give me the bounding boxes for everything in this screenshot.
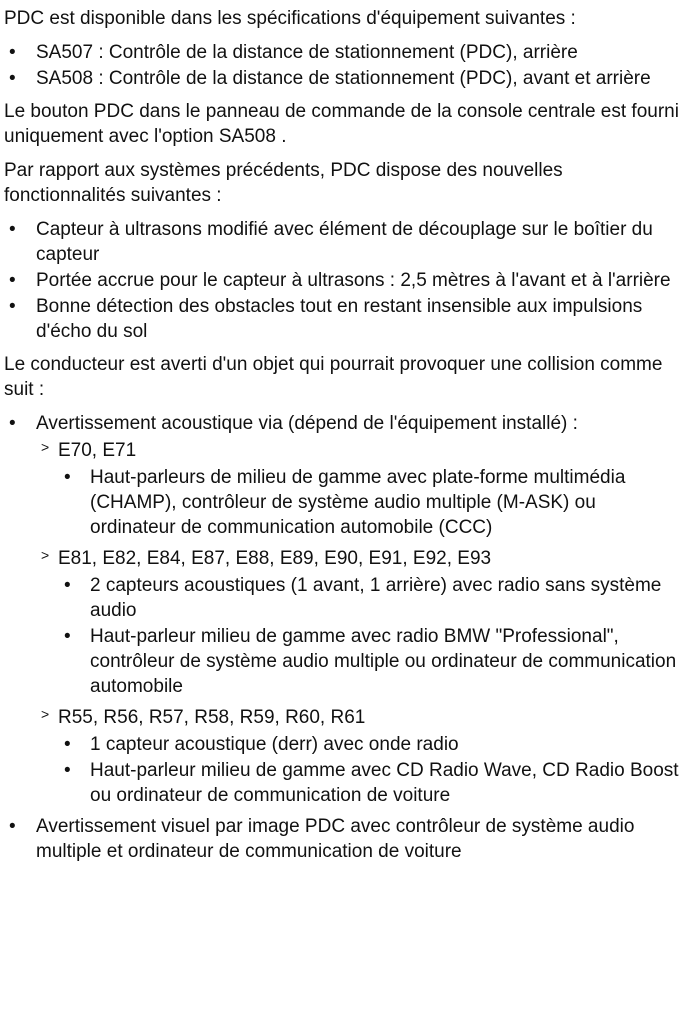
model-group-e70 (36, 438, 684, 463)
new-features-list (4, 217, 684, 344)
bullet-icon: • (64, 626, 71, 647)
sub-list-item-text: 2 capteurs acoustiques (1 avant, 1 arrière) avec radio sans système audio (90, 575, 662, 621)
list-item (4, 66, 684, 91)
sub-list (36, 465, 684, 540)
button-note-paragraph: Le bouton PDC dans le panneau de commande de la console centrale est fourni uniquement avec l'option SA508 . (4, 101, 679, 147)
sub-list-item-text: 1 capteur acoustique (derr) avec onde radio (90, 734, 459, 755)
sub-list-item-text: Haut-parleur milieu de gamme avec CD Radio Wave, CD Radio Boost ou ordinateur de communication de voiture (90, 760, 679, 806)
list-item-text: SA508 : Contrôle de la distance de stationnement (PDC), avant et arrière (36, 68, 651, 89)
sub-list (36, 573, 684, 699)
list-item-acoustic (4, 411, 684, 808)
list-item-text: Avertissement acoustique via (dépend de l'équipement installé) : (36, 413, 578, 434)
list-item (4, 217, 684, 267)
sub-list-item (36, 624, 684, 699)
chevron-right-icon: > (41, 706, 50, 722)
model-list: R55, R56, R57, R58, R59, R60, R61 (58, 707, 366, 728)
sub-list-item (36, 465, 684, 540)
bullet-icon: • (64, 467, 71, 488)
bullet-icon: • (9, 270, 16, 291)
sub-list-item (36, 732, 684, 757)
chevron-right-icon: > (41, 439, 50, 455)
list-item-text: SA507 : Contrôle de la distance de stationnement (PDC), arrière (36, 42, 578, 63)
model-list: E81, E82, E84, E87, E88, E89, E90, E91, E92, E93 (58, 548, 492, 569)
bullet-icon: • (64, 575, 71, 596)
bullet-icon: • (9, 42, 16, 63)
model-group-r55 (36, 705, 684, 730)
list-item-text: Avertissement visuel par image PDC avec contrôleur de système audio multiple et ordinateur de communication de voiture (36, 816, 635, 862)
bullet-icon: • (9, 413, 16, 434)
bullet-icon: • (9, 219, 16, 240)
model-groups (36, 438, 684, 808)
list-item-visual (4, 814, 684, 864)
warning-intro: Le conducteur est averti d'un objet qui pourrait provoquer une collision comme suit : (4, 354, 663, 400)
bullet-icon: • (9, 68, 16, 89)
sub-list-item (36, 758, 684, 808)
intro-paragraph: PDC est disponible dans les spécifications d'équipement suivantes : (4, 8, 576, 29)
bullet-icon: • (9, 296, 16, 317)
list-item (4, 294, 684, 344)
bullet-icon: • (64, 734, 71, 755)
bullet-icon: • (64, 760, 71, 781)
list-item-text: Portée accrue pour le capteur à ultrasons : 2,5 mètres à l'avant et à l'arrière (36, 270, 671, 291)
model-group-e81 (36, 546, 684, 571)
warning-list (4, 411, 684, 864)
sub-list-item-text: Haut-parleurs de milieu de gamme avec plate-forme multimédia (CHAMP), contrôleur de système audio multiple (M-ASK) ou ordinateur de communication automobile (CCC) (90, 467, 626, 538)
sub-list-item (36, 573, 684, 623)
sub-list (36, 732, 684, 808)
bullet-icon: • (9, 816, 16, 837)
chevron-right-icon: > (41, 547, 50, 563)
new-features-intro: Par rapport aux systèmes précédents, PDC dispose des nouvelles fonctionnalités suivantes : (4, 160, 563, 206)
sub-list-item-text: Haut-parleur milieu de gamme avec radio BMW "Professional", contrôleur de système audio multiple ou ordinateur de communication automobile (90, 626, 677, 697)
list-item-text: Capteur à ultrasons modifié avec élément de découplage sur le boîtier du capteur (36, 219, 653, 265)
list-item (4, 268, 684, 293)
model-list: E70, E71 (58, 440, 137, 461)
list-item-text: Bonne détection des obstacles tout en restant insensible aux impulsions d'écho du sol (36, 296, 643, 342)
list-item (4, 40, 684, 65)
equipment-list (4, 40, 684, 91)
